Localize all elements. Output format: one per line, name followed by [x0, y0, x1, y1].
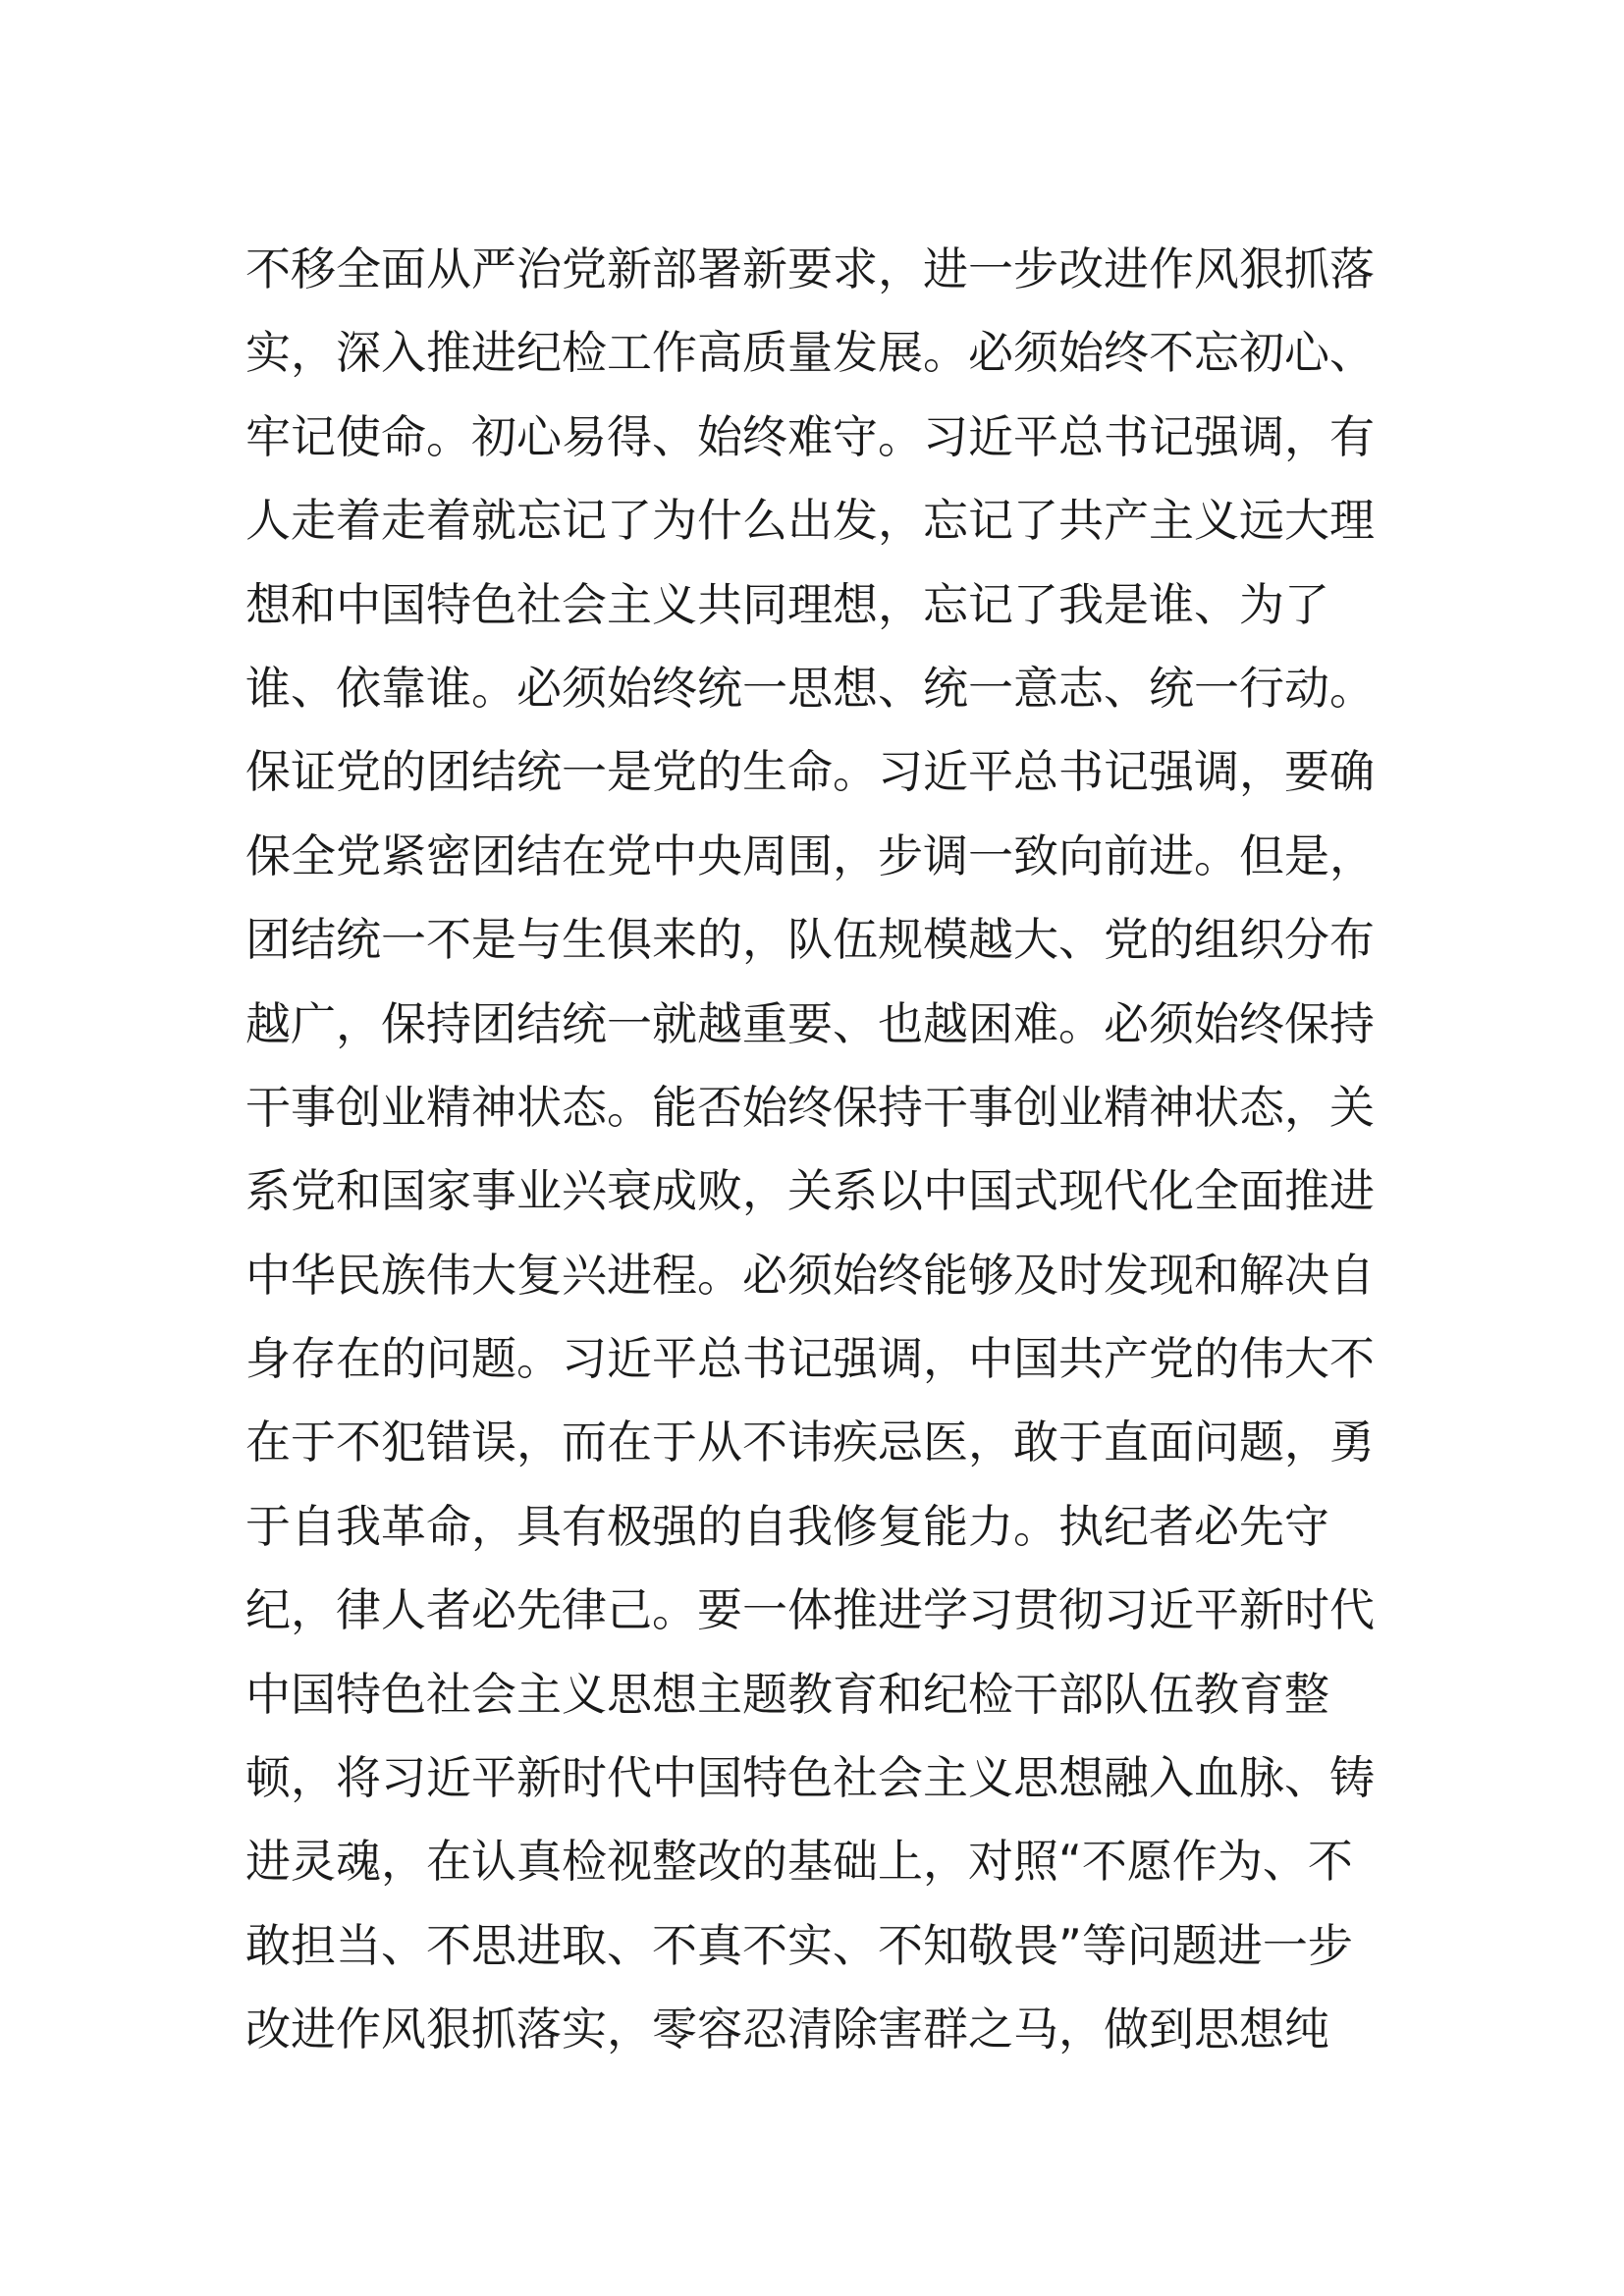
text-line: 中华民族伟大复兴进程。必须始终能够及时发现和解决自: [245, 1248, 1375, 1302]
text-line: 想和中国特色社会主义共同理想，忘记了我是谁、为了: [245, 577, 1329, 631]
text-line: 纪，律人者必先律己。要一体推进学习贯彻习近平新时代: [245, 1583, 1375, 1637]
text-line: 人走着走着就忘记了为什么出发，忘记了共产主义远大理: [245, 494, 1375, 548]
text-line: 干事创业精神状态。能否始终保持干事创业精神状态，关: [245, 1080, 1375, 1134]
text-line: 牢记使命。初心易得、始终难守。习近平总书记强调，有: [245, 409, 1375, 463]
text-line: 中国特色社会主义思想主题教育和纪检干部队伍教育整: [245, 1667, 1329, 1721]
text-line: 顿，将习近平新时代中国特色社会主义思想融入血脉、铸: [245, 1751, 1375, 1805]
text-line: 于自我革命，具有极强的自我修复能力。执纪者必先守: [245, 1499, 1329, 1553]
text-line: 谁、依靠谁。必须始终统一思想、统一意志、统一行动。: [245, 661, 1375, 715]
text-line: 身存在的问题。习近平总书记强调，中国共产党的伟大不: [245, 1332, 1375, 1386]
text-line: 不移全面从严治党新部署新要求，进一步改进作风狠抓落: [245, 242, 1375, 295]
text-line: 进灵魂，在认真检视整改的基础上，对照“不愿作为、不: [245, 1835, 1353, 1889]
text-line: 保全党紧密团结在党中央周围，步调一致向前进。但是，: [245, 828, 1375, 882]
text-line: 保证党的团结统一是党的生命。习近平总书记强调，要确: [245, 745, 1375, 799]
text-line: 团结统一不是与生俱来的，队伍规模越大、党的组织分布: [245, 913, 1375, 967]
body-paragraph: [245, 228, 1394, 2072]
text-line: 改进作风狠抓落实，零容忍清除害群之马，做到思想纯: [245, 2002, 1329, 2056]
text-line: 越广，保持团结统一就越重要、也越困难。必须始终保持: [245, 996, 1375, 1050]
text-line: 敢担当、不思进取、不真不实、不知敬畏”等问题进一步: [245, 1918, 1353, 1972]
text-line: 实，深入推进纪检工作高质量发展。必须始终不忘初心、: [245, 326, 1375, 380]
text-line: 在于不犯错误，而在于从不讳疾忌医，敢于直面问题，勇: [245, 1415, 1375, 1469]
text-line: 系党和国家事业兴衰成败，关系以中国式现代化全面推进: [245, 1164, 1375, 1218]
